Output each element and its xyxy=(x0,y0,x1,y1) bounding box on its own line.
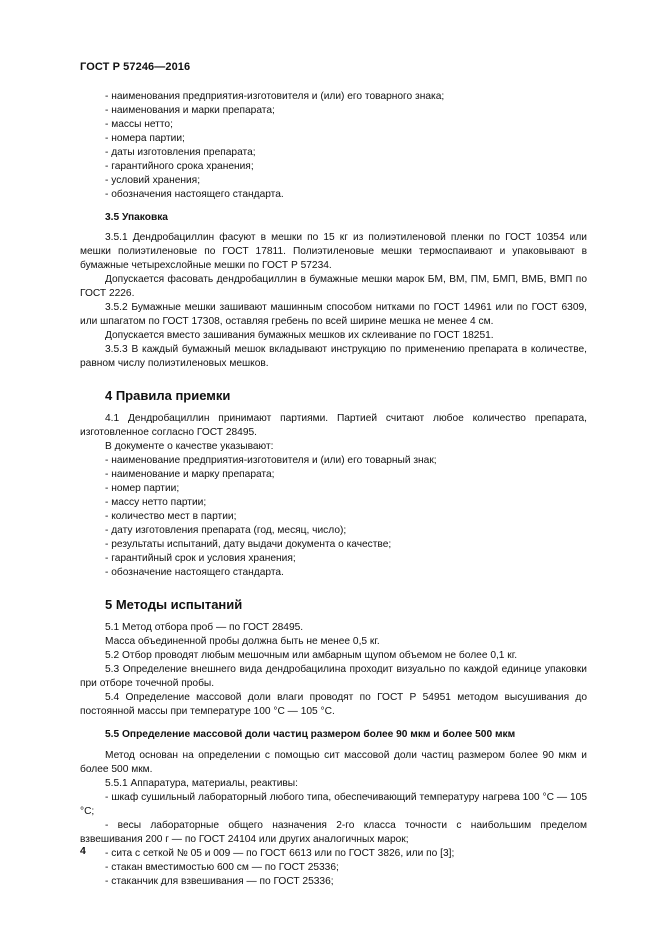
list-item: - стакан вместимостью 600 см — по ГОСТ 25336; xyxy=(105,862,339,873)
paragraph: 4.1 Дендробациллин принимают партиями. Партией считают любое количество препарата, изготовленное согласно ГОСТ 28495. xyxy=(80,413,587,438)
list-item: - результаты испытаний, дату выдачи документа о качестве; xyxy=(105,539,392,550)
paragraph: 5.5.1 Аппаратура, материалы, реактивы: xyxy=(105,778,298,789)
list-item: - условий хранения; xyxy=(105,175,201,186)
paragraph: Метод основан на определении с помощью сит массовой доли частиц размером более 90 мкм и более 500 мкм. xyxy=(80,750,587,775)
paragraph: Допускается фасовать дендробациллин в бумажные мешки марок БМ, ВМ, ПМ, БМП, ВМБ, ВМП по ГОСТ 2226. xyxy=(80,274,587,299)
paragraph: 3.5.2 Бумажные мешки зашивают машинным способом нитками по ГОСТ 14961 или по ГОСТ 6309, или шпагатом по ГОСТ 17308, оставляя гребень по всей ширине мешка не менее 4 см. xyxy=(80,302,587,327)
subsection-heading-5-5: 5.5 Определение массовой доли частиц размером более 90 мкм и более 500 мкм xyxy=(105,729,516,740)
list-item: - массу нетто партии; xyxy=(105,497,207,508)
section-heading-4: 4 Правила приемки xyxy=(105,388,231,403)
list-item: - количество мест в партии; xyxy=(105,511,237,522)
list-item: - наименование предприятия-изготовителя и (или) его товарный знак; xyxy=(105,455,437,466)
paragraph: 5.4 Определение массовой доли влаги проводят по ГОСТ Р 54951 методом высушивания до постоянной массы при температуре 100 °С — 105 °С. xyxy=(80,692,587,717)
paragraph: 5.2 Отбор проводят любым мешочным или амбарным щупом объемом не более 0,1 кг. xyxy=(105,650,518,661)
page-number: 4 xyxy=(80,845,86,857)
list-item: - обозначения настоящего стандарта. xyxy=(105,189,284,200)
list-item: - номера партии; xyxy=(105,133,185,144)
standard-header: ГОСТ Р 57246—2016 xyxy=(80,61,191,73)
list-item: - массы нетто; xyxy=(105,119,173,130)
list-item: - обозначение настоящего стандарта. xyxy=(105,567,284,578)
paragraph: 3.5.3 В каждый бумажный мешок вкладывают инструкцию по применению препарата в количестве, равном числу полиэтиленовых мешков. xyxy=(80,344,587,369)
list-item: - наименование и марку препарата; xyxy=(105,469,275,480)
list-item: - сита с сеткой № 05 и 009 — по ГОСТ 6613 или по ГОСТ 3826, или по [3]; xyxy=(105,848,455,859)
list-item: - шкаф сушильный лабораторный любого типа, обеспечивающий температуру нагрева 100 °С — 105 °С; xyxy=(80,792,587,817)
paragraph: Масса объединенной пробы должна быть не менее 0,5 кг. xyxy=(105,636,380,647)
list-item: - гарантийный срок и условия хранения; xyxy=(105,553,296,564)
list-item: - даты изготовления препарата; xyxy=(105,147,256,158)
list-item: - стаканчик для взвешивания — по ГОСТ 25336; xyxy=(105,876,334,887)
section-heading-5: 5 Методы испытаний xyxy=(105,597,243,612)
list-item: - наименования и марки препарата; xyxy=(105,105,275,116)
list-item: - номер партии; xyxy=(105,483,180,494)
list-item: - весы лабораторные общего назначения 2-го класса точности с наибольшим пределом взвешивания 200 г — по ГОСТ 24104 или других аналогичных марок; xyxy=(80,820,587,845)
list-item: - наименования предприятия-изготовителя и (или) его товарного знака; xyxy=(105,91,445,102)
paragraph: В документе о качестве указывают: xyxy=(105,441,274,452)
paragraph: 5.1 Метод отбора проб — по ГОСТ 28495. xyxy=(105,622,304,633)
paragraph: Допускается вместо зашивания бумажных мешков их склеивание по ГОСТ 18251. xyxy=(105,330,494,341)
list-item: - дату изготовления препарата (год, месяц, число); xyxy=(105,525,347,536)
document-body xyxy=(80,90,587,889)
paragraph: 5.3 Определение внешнего вида дендробацилина проходит визуально по каждой единице упаковки при отборе точечной пробы. xyxy=(80,664,587,689)
paragraph: 3.5.1 Дендробациллин фасуют в мешки по 15 кг из полиэтиленовой пленки по ГОСТ 10354 или мешки полиэтиленовые по ГОСТ 17811. Полиэтиленовые мешки термоспаивают и упаковывают в бумажные четырехслойные мешки по ГОСТ Р 57234. xyxy=(80,232,587,271)
subsection-heading-3-5: 3.5 Упаковка xyxy=(105,212,168,223)
list-item: - гарантийного срока хранения; xyxy=(105,161,254,172)
